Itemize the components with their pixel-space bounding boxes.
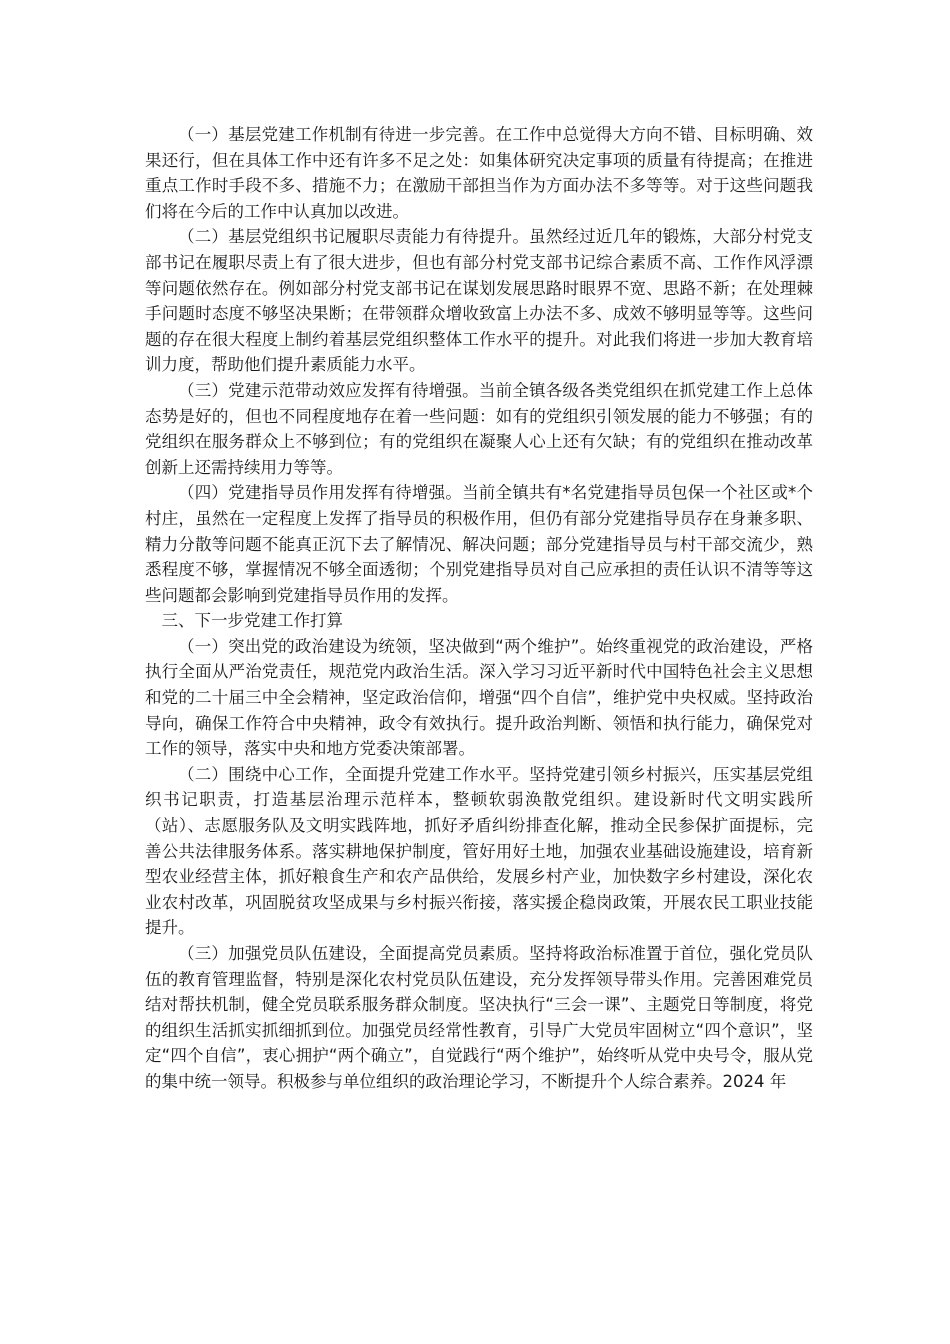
section-heading: 三、下一步党建工作打算 (161, 611, 343, 631)
paragraph-mechanism: （一）基层党建工作机制有待进一步完善。在工作中总觉得大方向不错、目标明确、效果还行，但在具体工作中还有许多不足之处：如集体研究决定事项的质量有待提高；在推进重点工作时手段不多、措施不力；在激励干部担当作为方面办法不多等等。对于这些问题我们将在今后的工作中认真加以改进。 (145, 125, 813, 221)
paragraph-member-team: （三）加强党员队伍建设，全面提高党员素质。坚持将政治标准置于首位，强化党员队伍的教育管理监督，特别是深化农村党员队伍建设，充分发挥领导带头作用。完善困难党员结对帮扶机制，健全党员联系服务群众制度。坚决执行“三会一课”、主题党日等制度，将党的组织生活抓实抓细抓到位。加强党员经常性教育，引导广大党员牢固树立“四个意识”，坚定“四个自信”，衷心拥护“两个确立”，自觉践行“两个维护”，始终听从党中央号令，服从党的集中统一领导。积极参与单位组织的政治理论学习，不断提升个人综合素养。2024 年 (145, 944, 813, 1091)
document-body (145, 122, 813, 1095)
paragraph-central-work: （二）围绕中心工作，全面提升党建工作水平。坚持党建引领乡村振兴，压实基层党组织书记职责，打造基层治理示范样本，整顿软弱涣散党组织。建设新时代文明实践所（站）、志愿服务队及文明实践阵地，抓好矛盾纠纷排查化解，推动全民参保扩面提标，完善公共法律服务体系。落实耕地保护制度，管好用好土地，加强农业基础设施建设，培育新型农业经营主体，抓好粮食生产和农产品供给，发展乡村产业，加快数字乡村建设，深化农业农村改革，巩固脱贫攻坚成果与乡村振兴衔接，落实援企稳岗政策，开展农民工职业技能提升。 (145, 764, 813, 938)
paragraph-instructor-role: （四）党建指导员作用发挥有待增强。当前全镇共有*名党建指导员包保一个社区或*个村庄，虽然在一定程度上发挥了指导员的积极作用，但仍有部分党建指导员存在身兼多职、精力分散等问题不能真正沉下去了解情况、解决问题；部分党建指导员与村干部交流少，熟悉程度不够，掌握情况不够全面透彻；个别党建指导员对自己应承担的责任认识不清等等这些问题都会影响到党建指导员作用的发挥。 (145, 483, 813, 605)
paragraph-demonstration-effect: （三）党建示范带动效应发挥有待增强。当前全镇各级各类党组织在抓党建工作上总体态势是好的，但也不同程度地存在着一些问题：如有的党组织引领发展的能力不够强；有的党组织在服务群众上不够到位；有的党组织在凝聚人心上还有欠缺；有的党组织在推动改革创新上还需持续用力等等。 (145, 380, 813, 477)
paragraph-secretary-ability: （二）基层党组织书记履职尽责能力有待提升。虽然经过近几年的锻炼，大部分村党支部书记在履职尽责上有了很大进步，但也有部分村党支部书记综合素质不高、工作作风浮漂等问题依然存在。例如部分村党支部书记在谋划发展思路时眼界不宽、思路不新；在处理棘手问题时态度不够坚决果断；在带领群众增收致富上办法不多、成效不够明显等等。这些问题的存在很大程度上制约着基层党组织整体工作水平的提升。对此我们将进一步加大教育培训力度，帮助他们提升素质能力水平。 (145, 227, 813, 375)
paragraph-political-building: （一）突出党的政治建设为统领，坚决做到“两个维护”。始终重视党的政治建设，严格执行全面从严治党责任，规范党内政治生活。深入学习习近平新时代中国特色社会主义思想和党的二十届三中全会精神，坚定政治信仰，增强“四个自信”，维护党中央权威。坚持政治导向，确保工作符合中央精神，政令有效执行。提升政治判断、领悟和执行能力，确保党对工作的领导，落实中央和地方党委决策部署。 (145, 636, 813, 759)
